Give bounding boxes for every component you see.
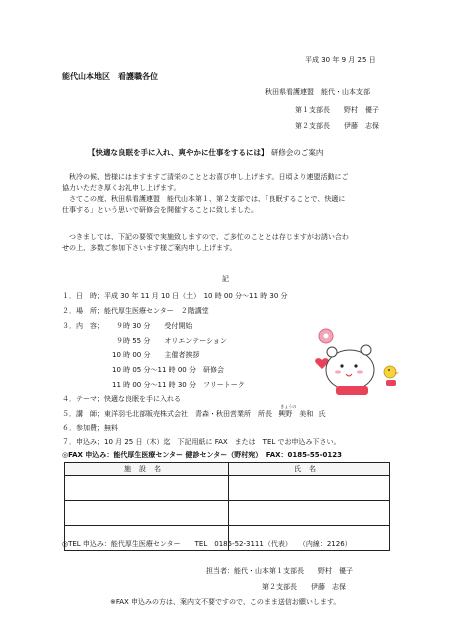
- paragraph-3-line-1: つきましては、下記の要領で実施致しますので、ご多忙のこととは存じますがお誘い合わ: [69, 233, 349, 241]
- paragraph-3-line-2: せの上、多数ご参加下さいます様ご案内申し上げます。: [62, 244, 237, 252]
- schedule-2: ９時 55 分 オリエンテーション: [116, 337, 227, 345]
- item-theme: ４．テーマ；快適な良眠を手に入れる: [62, 395, 181, 403]
- lecturer-name-text: 興野 美和: [278, 410, 314, 418]
- header-person-name: 氏名: [229, 463, 390, 476]
- title-sub: 研修会のご案内: [270, 148, 324, 157]
- header-facility-name: 施設名: [65, 463, 229, 476]
- sender-1: 第１支部長 野村 優子: [295, 106, 379, 114]
- mascot-illustration: [292, 322, 402, 400]
- paragraph-1-line-2: 協力いただき厚くお礼申し上げます。: [62, 184, 181, 192]
- table-row: [65, 501, 390, 526]
- schedule-3: 10 時 00 分 主催者挨拶: [112, 351, 200, 359]
- paragraph-1-line-1: 秋冷の候、皆様にはますますご清栄のこととお喜び申し上げます。日頃より連盟活動にご: [69, 173, 349, 181]
- recipient: 能代山本地区 看護職各位: [62, 72, 158, 81]
- lecturer-affiliation: ５．講 師；東洋羽毛北部販売株式会社 青森・秋田営業所 所長: [62, 410, 272, 418]
- item-content-label: ３．内 容；: [62, 322, 104, 330]
- tel-line: ◎TEL 申込み：能代厚生医療センター TEL 0185-52-3111（代表） （内線：2126）: [62, 540, 352, 548]
- contact-person-2: 第２支部長 伊藤 志保: [262, 583, 346, 591]
- paragraph-2: [62, 194, 402, 216]
- item-fee: ６．参加費；無料: [62, 424, 118, 432]
- facility-field[interactable]: [65, 501, 229, 526]
- item-datetime: １．日 時；平成 30 年 11 月 10 日（土） 10 時 00 分～11 時 30 分: [62, 292, 288, 300]
- facility-field[interactable]: [65, 476, 229, 501]
- organization: 秋田県看護連盟 能代・山本支部: [265, 88, 370, 96]
- title-main: 【快適な良眠を手に入れ、爽やかに仕事をするには】: [88, 148, 269, 157]
- item-lecturer: [62, 404, 326, 419]
- schedule-5: 11 時 00 分～11 時 30 分 フリートーク: [112, 381, 245, 389]
- item-place: ２．場 所；能代厚生医療センター ２階講堂: [62, 307, 209, 315]
- paragraph-2-line-1: さてこの度、秋田県看護連盟 能代山本第１、第２支部では、「良眠することで、快適に: [69, 195, 346, 203]
- fax-line: ◎FAX 申込み：能代厚生医療センター 健診センター（野村宛） FAX：0185-55-0123: [62, 451, 343, 459]
- fax-note: ※FAX 申込みの方は、案内文不要ですので、このまま送信お願いします。: [110, 598, 341, 606]
- lecturer-name-ruby: きょうの: [280, 404, 297, 409]
- lecturer-suffix: 氏: [318, 410, 326, 418]
- paragraph-1: [62, 172, 402, 194]
- name-field[interactable]: [229, 501, 390, 526]
- document-title: [88, 148, 323, 157]
- item-application: ７．申込み；10 月 25 日（木）迄 下記用紙に FAX または TEL でお申込み下さい。: [62, 438, 341, 446]
- paragraph-3: [62, 232, 402, 254]
- cushion: [336, 386, 368, 395]
- table-row: [65, 476, 390, 501]
- lecturer-name: [278, 404, 315, 418]
- application-form-table: [64, 462, 390, 551]
- sender-2: 第２支部長 伊藤 志保: [295, 122, 379, 130]
- date: 平成 30 年 9 月 25 日: [305, 56, 376, 64]
- paragraph-2-line-2: 仕事する」という思いで研修会を開催することに致しました。: [62, 206, 258, 214]
- chick-icon: [384, 366, 396, 378]
- table-header-row: [65, 463, 390, 476]
- schedule-1: ９時 30 分 受付開始: [116, 322, 193, 330]
- ki-heading: 記: [222, 275, 229, 283]
- name-field[interactable]: [229, 476, 390, 501]
- schedule-4: 10 時 05 分～11 時 00 分 研修会: [112, 366, 224, 374]
- contact-person-1: 担当者：能代・山本第１支部長 野村 優子: [206, 567, 353, 575]
